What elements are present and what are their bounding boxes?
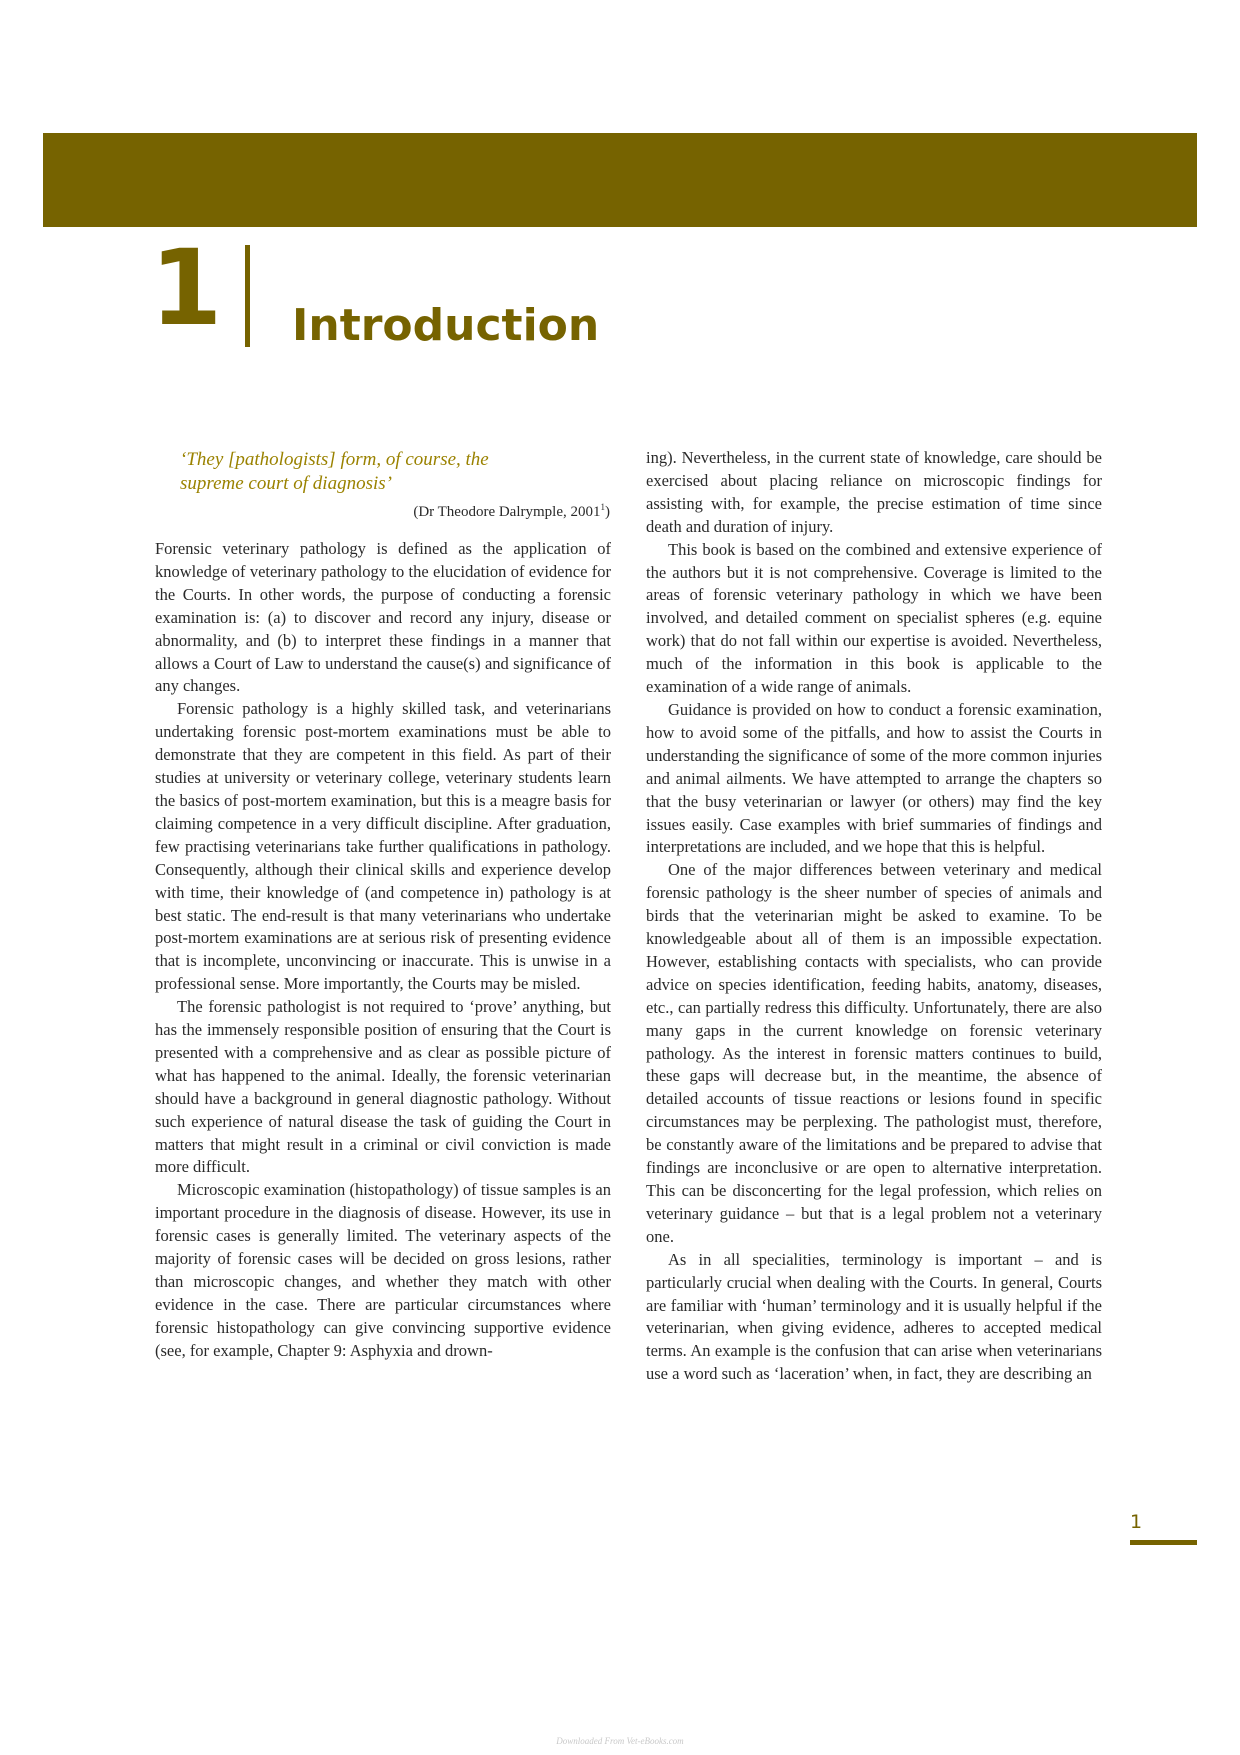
chapter-banner xyxy=(43,133,1197,227)
watermark: Downloaded From Vet-eBooks.com xyxy=(556,1736,684,1746)
paragraph: Forensic veterinary pathology is defined as the application of knowledge of veterinary pathology to the elucidation of evidence for the Courts. In other words, the purpose of conducting a forensic examination is: (a) to discover and record any injury, disease or abnormality, and (b) to interpret these findings in a manner that allows a Court of Law to understand the cause(s) and significance of any changes. xyxy=(155,539,611,696)
chapter-divider xyxy=(245,245,250,347)
epigraph-quote xyxy=(180,448,610,496)
page-number-rule xyxy=(1130,1540,1197,1545)
epigraph-line-1: ‘They [pathologists] form, of course, the xyxy=(180,449,489,470)
paragraph: The forensic pathologist is not required to ‘prove’ anything, but has the immensely responsible position of ensuring that the Court is presented with a comprehensive and as clear as possible picture of what has happened to the animal. Ideally, the forensic veterinarian should have a background in general diagnostic pathology. Without such experience of natural disease the task of guiding the Court in matters that might result in a criminal or civil conviction is made more difficult. xyxy=(155,997,611,1177)
paragraph: This book is based on the combined and extensive experience of the authors but it is not comprehensive. Coverage is limited to the areas of forensic veterinary pathology in which we have been involved, and detailed comment on specialist spheres (e.g. equine work) that do not fall within our expertise is avoided. Nevertheless, much of the information in this book is applicable to the examination of a wide range of animals. xyxy=(646,539,1102,697)
paragraph: Guidance is provided on how to conduct a forensic examination, how to avoid some of the pitfalls, and how to assist the Courts in understanding the significance of some of the more common injuries and animal ailments. We have attempted to arrange the chapters so that the busy veterinarian or lawyer (or others) may find the key issues easily. Case examples with brief summaries of findings and interpretations are included, and we hope that this is helpful. xyxy=(646,699,1102,857)
page-number: 1 xyxy=(1130,1511,1143,1533)
chapter-title: Introduction xyxy=(292,300,600,351)
paragraph: Microscopic examination (histopathology) of tissue samples is an important procedure in the diagnosis of disease. However, its use in forensic cases is generally limited. The veterinary aspects of the majority of forensic cases will be decided on gross lesions, rather than microscopic changes, and whether they match with other evidence in the case. There are particular circumstances where forensic histopathology can give convincing supportive evidence (see, for example, Chapter 9: Asphyxia and drown- xyxy=(155,1180,611,1360)
epigraph-source xyxy=(300,497,610,522)
body-column-right xyxy=(646,447,1102,1386)
epigraph-source-text: (Dr Theodore Dalrymple, 2001 xyxy=(413,504,601,520)
epigraph-line-2: supreme court of diagnosis’ xyxy=(180,473,392,494)
body-column-left xyxy=(155,538,611,1363)
epigraph-source-close: ) xyxy=(605,504,610,520)
paragraph: One of the major differences between veterinary and medical forensic pathology is the sheer number of species of animals and birds that the veterinarian might be asked to examine. To be knowledgeable about all of them is an impossible expectation. However, establishing contacts with specialists, who can provide advice on species identification, feeding habits, anatomy, diseases, etc., can partially redress this difficulty. Unfortunately, there are also many gaps in the current knowledge on forensic veterinary pathology. As the interest in forensic matters continues to build, these gaps will decrease but, in the meantime, the absence of detailed accounts of tissue reactions or lesions found in specific circumstances may be perplexing. The pathologist must, therefore, be constantly aware of the limitations and be prepared to advise that findings are inconclusive or are open to alternative interpretation. This can be disconcerting for the legal profession, which relies on veterinary guidance – but that is a legal problem not a veterinary one. xyxy=(646,860,1102,1246)
epigraph-footnote-ref: 1 xyxy=(600,502,605,512)
chapter-number: 1 xyxy=(150,227,221,349)
paragraph: ing). Nevertheless, in the current state of knowledge, care should be exercised about placing reliance on microscopic findings for assisting with, for example, the precise estimation of time since death and duration of injury. xyxy=(646,448,1102,536)
paragraph: Forensic pathology is a highly skilled task, and veterinarians undertaking forensic post-mortem examinations must be able to demonstrate that they are competent in this field. As part of their studies at university or veterinary college, veterinary students learn the basics of post-mortem examination, but this is a meagre basis for claiming competence in a very difficult discipline. After graduation, few practising veterinarians take further qualifications in pathology. Consequently, although their clinical skills and experience develop with time, their knowledge of (and competence in) pathology is at best static. The end-result is that many veterinarians who undertake post-mortem examinations are at serious risk of presenting evidence that is incomplete, unconvincing or inaccurate. This is unwise in a professional sense. More importantly, the Courts may be misled. xyxy=(155,699,611,994)
paragraph: As in all specialities, terminology is important – and is particularly crucial when dealing with the Courts. In general, Courts are familiar with ‘human’ terminology and it is usually helpful if the veterinarian, when giving evidence, adheres to accepted medical terms. An example is the confusion that can arise when veterinarians use a word such as ‘laceration’ when, in fact, they are describing an xyxy=(646,1249,1102,1384)
